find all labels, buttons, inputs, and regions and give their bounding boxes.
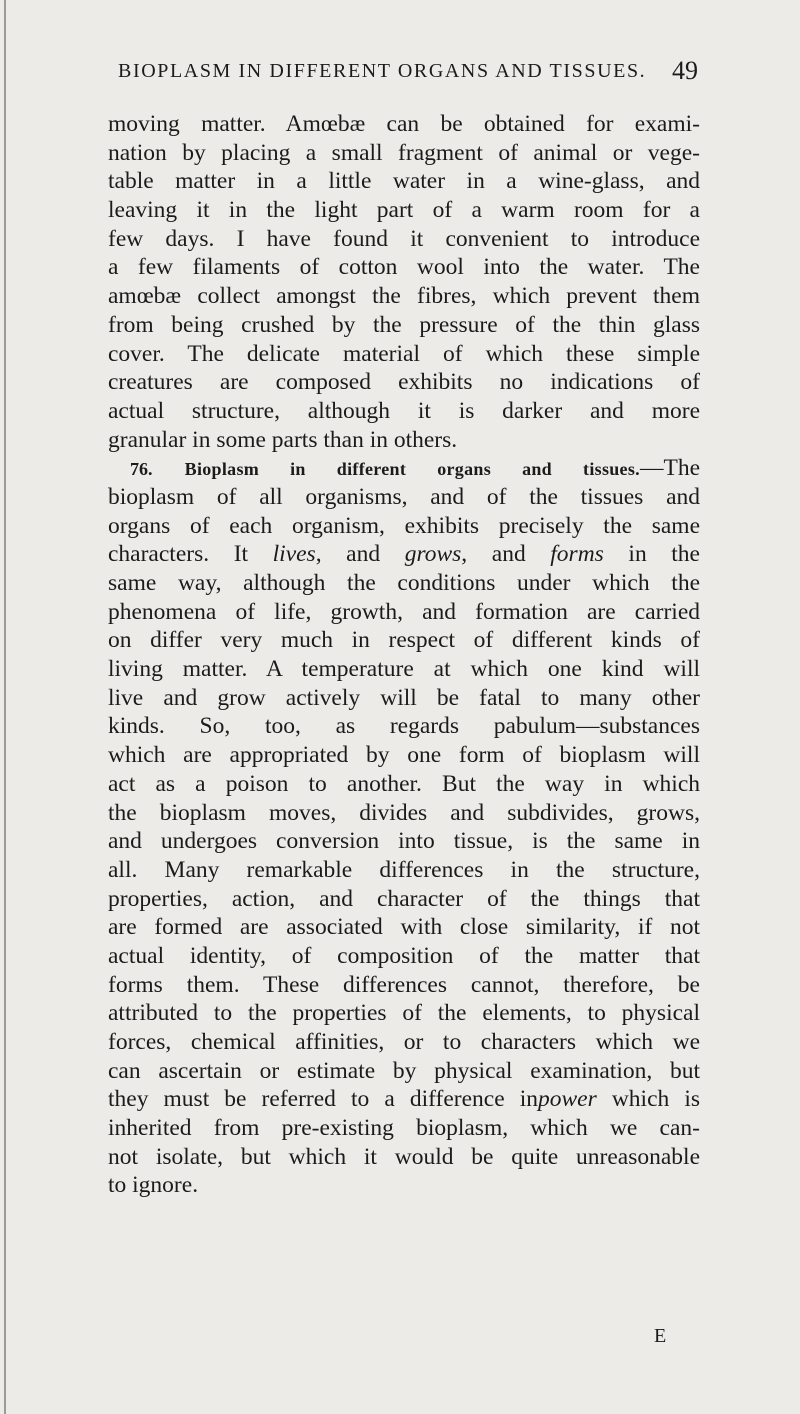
text-line: attributed to the properties of the elements, to physical xyxy=(108,1000,700,1027)
text-line: from being crushed by the pressure of the thin glass xyxy=(108,311,700,338)
text-line: inherited from pre-existing bioplasm, which we can- xyxy=(108,1115,700,1142)
signature-mark: E xyxy=(654,1325,667,1347)
text-run: in the xyxy=(603,541,700,568)
text-line: living matter. A temperature at which one kind will xyxy=(108,656,700,683)
text-run: which is xyxy=(596,1086,701,1113)
text-line: live and grow actively will be fatal to many other xyxy=(108,684,700,711)
text-line: all. Many remarkable differences in the structure, xyxy=(108,856,700,883)
text-line: creatures are composed exhibits no indications of xyxy=(108,369,700,396)
emphasis-power: power xyxy=(538,1086,597,1113)
emphasis-forms: forms xyxy=(550,541,604,568)
text-run: they must be referred to a difference in xyxy=(108,1086,538,1113)
paragraph-amoebae xyxy=(108,110,700,454)
section-lead-line xyxy=(108,454,700,483)
text-line: forces, chemical affinities, or to characters which we xyxy=(108,1029,700,1055)
text-line: which are appropriated by one form of bioplasm will xyxy=(108,742,700,769)
text-line: are formed are associated with close similarity, if not xyxy=(108,914,700,941)
body-text xyxy=(108,110,700,1200)
section-lead-rest: —The xyxy=(639,455,701,482)
text-line: not isolate, but which it would be quite unreasonable xyxy=(108,1143,700,1170)
text-line: kinds. So, too, as regards pabulum—substances xyxy=(108,713,700,740)
text-line: act as a poison to another. But the way in which xyxy=(108,770,700,797)
page-edge xyxy=(4,0,6,1414)
running-title: BIOPLASM IN DIFFERENT ORGANS AND TISSUES. xyxy=(118,60,647,82)
text-line: leaving it in the light part of a warm room for a xyxy=(108,197,700,224)
text-line: cover. The delicate material of which these simple xyxy=(108,340,700,367)
section-number: 76. xyxy=(130,459,153,480)
text-line: to ignore. xyxy=(108,1172,199,1199)
text-line: properties, action, and character of the things that xyxy=(108,885,700,912)
section-heading: Bioplasm in different organs and tissues. xyxy=(184,459,640,480)
text-line: same way, although the conditions under which the xyxy=(108,570,700,596)
text-line: organs of each organism, exhibits precisely the same xyxy=(108,512,700,539)
text-line xyxy=(108,1085,700,1114)
text-line: phenomena of life, growth, and formation are carried xyxy=(108,598,700,625)
text-run: characters. It xyxy=(108,541,273,568)
text-line: table matter in a little water in a wine-glass, and xyxy=(108,168,700,195)
text-run: , and xyxy=(461,541,551,568)
page-number: 49 xyxy=(672,56,698,85)
running-head xyxy=(118,56,698,90)
section-76 xyxy=(108,454,700,1200)
text-line xyxy=(108,540,700,569)
text-line: actual identity, of composition of the matter that xyxy=(108,942,700,969)
text-line: few days. I have found it convenient to introduce xyxy=(108,225,700,252)
text-line: bioplasm of all organisms, and of the tissues and xyxy=(108,483,700,510)
text-line: granular in some parts than in others. xyxy=(108,426,458,453)
text-line: and undergoes conversion into tissue, is the same in xyxy=(108,828,700,855)
text-line: actual structure, although it is darker and more xyxy=(108,397,700,424)
text-run: , and xyxy=(315,541,405,568)
text-line: forms them. These differences cannot, therefore, be xyxy=(108,971,700,998)
text-line: the bioplasm moves, divides and subdivides, grows, xyxy=(108,799,700,826)
text-line: nation by placing a small fragment of animal or vege- xyxy=(108,139,700,166)
text-line: on differ very much in respect of different kinds of xyxy=(108,627,700,654)
emphasis-lives: lives xyxy=(272,541,316,568)
emphasis-grows: grows xyxy=(404,541,462,568)
text-line: a few filaments of cotton wool into the water. The xyxy=(108,254,700,281)
text-line: moving matter. Amœbæ can be obtained for exami- xyxy=(108,111,700,137)
text-line: can ascertain or estimate by physical examination, but xyxy=(108,1057,700,1084)
text-line: amœbæ collect amongst the fibres, which prevent them xyxy=(108,283,700,310)
